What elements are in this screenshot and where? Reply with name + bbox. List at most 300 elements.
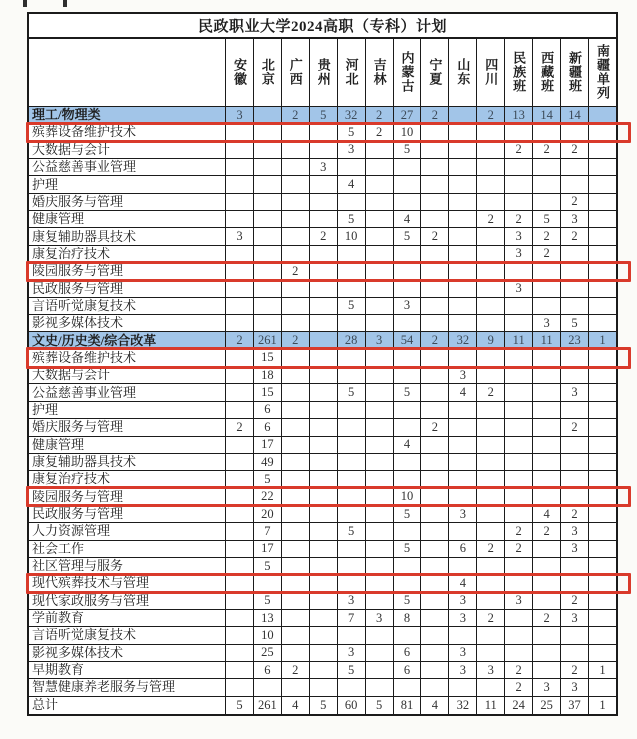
plan-count-cell (366, 489, 394, 505)
plan-count-cell (282, 627, 310, 643)
plan-count-cell (310, 489, 338, 505)
row-label: 护理 (29, 402, 226, 418)
plan-count-cell (533, 350, 561, 366)
plan-count-cell (449, 176, 477, 192)
major-row (29, 662, 616, 679)
plan-count-cell (505, 176, 533, 192)
column-header-label: 山东 (455, 58, 471, 87)
plan-count-cell (477, 645, 505, 661)
plan-count-cell (561, 263, 589, 279)
plan-count-cell (477, 350, 505, 366)
plan-count-cell (282, 228, 310, 244)
plan-count-cell: 3 (449, 506, 477, 522)
plan-count-cell: 3 (394, 298, 422, 314)
plan-count-cell: 2 (533, 523, 561, 539)
plan-count-cell (449, 159, 477, 175)
plan-count-cell (282, 437, 310, 453)
plan-count-cell (477, 142, 505, 158)
plan-count-cell: 18 (254, 367, 282, 383)
plan-count-cell (421, 645, 449, 661)
plan-count-cell (310, 454, 338, 470)
plan-count-cell (226, 176, 254, 192)
column-header-label: 西藏班 (539, 51, 555, 94)
row-label: 康复辅助器具技术 (29, 228, 226, 244)
plan-count-cell: 17 (254, 437, 282, 453)
plan-count-cell (226, 298, 254, 314)
plan-count-cell (421, 246, 449, 262)
plan-count-cell (226, 350, 254, 366)
plan-count-cell (589, 558, 616, 574)
plan-count-cell (282, 124, 310, 140)
plan-count-cell (226, 454, 254, 470)
plan-count-cell (561, 454, 589, 470)
plan-count-cell (421, 593, 449, 609)
plan-count-cell: 15 (254, 350, 282, 366)
row-label: 民政服务与管理 (29, 280, 226, 296)
plan-count-cell (310, 593, 338, 609)
major-row (29, 228, 616, 245)
plan-count-cell (282, 506, 310, 522)
plan-count-cell: 2 (533, 228, 561, 244)
major-row (29, 454, 616, 471)
plan-count-cell (282, 142, 310, 158)
plan-count-cell (226, 558, 254, 574)
plan-count-cell: 4 (449, 384, 477, 400)
plan-count-cell (226, 679, 254, 695)
plan-count-cell (477, 437, 505, 453)
plan-count-cell (589, 159, 616, 175)
plan-count-cell: 11 (533, 332, 561, 348)
plan-count-cell (366, 506, 394, 522)
plan-count-cell (477, 367, 505, 383)
plan-count-cell (533, 558, 561, 574)
plan-count-cell (394, 558, 422, 574)
plan-count-cell (338, 627, 366, 643)
plan-count-cell (421, 506, 449, 522)
plan-count-cell (310, 263, 338, 279)
major-row (29, 645, 616, 662)
plan-count-cell: 3 (561, 211, 589, 227)
plan-count-cell (421, 471, 449, 487)
plan-count-cell: 3 (505, 593, 533, 609)
plan-count-cell (589, 194, 616, 210)
major-row (29, 419, 616, 436)
plan-count-cell (477, 298, 505, 314)
plan-count-cell (282, 159, 310, 175)
plan-count-cell: 4 (282, 697, 310, 714)
plan-count-cell (282, 367, 310, 383)
plan-count-cell (477, 627, 505, 643)
plan-count-cell (561, 471, 589, 487)
plan-count-cell (226, 506, 254, 522)
plan-count-cell (505, 645, 533, 661)
highlighted-major-row (29, 350, 616, 367)
row-label: 文史/历史类/综合改革 (29, 332, 226, 348)
plan-count-cell: 4 (421, 697, 449, 714)
plan-count-cell (449, 298, 477, 314)
plan-count-cell (477, 679, 505, 695)
plan-count-cell (254, 280, 282, 296)
plan-count-cell: 5 (338, 298, 366, 314)
plan-count-cell (282, 454, 310, 470)
plan-count-cell (449, 489, 477, 505)
plan-count-cell (561, 437, 589, 453)
plan-count-cell (533, 575, 561, 591)
plan-count-cell: 6 (394, 662, 422, 678)
plan-count-cell (254, 194, 282, 210)
plan-count-cell (561, 124, 589, 140)
plan-count-cell (366, 662, 394, 678)
plan-count-cell: 2 (533, 142, 561, 158)
major-row (29, 367, 616, 384)
plan-count-cell: 14 (533, 107, 561, 123)
plan-count-cell (421, 437, 449, 453)
plan-count-cell (533, 645, 561, 661)
major-row (29, 384, 616, 401)
plan-count-cell (505, 437, 533, 453)
plan-count-cell: 2 (366, 107, 394, 123)
plan-count-cell (394, 419, 422, 435)
plan-count-cell (421, 176, 449, 192)
plan-count-cell (561, 645, 589, 661)
plan-count-cell (226, 662, 254, 678)
plan-count-cell (394, 159, 422, 175)
plan-count-cell (282, 350, 310, 366)
table-body (29, 107, 616, 714)
highlighted-major-row (29, 124, 616, 141)
plan-count-cell: 3 (561, 679, 589, 695)
plan-count-cell (226, 489, 254, 505)
plan-count-cell: 3 (561, 610, 589, 626)
plan-count-cell (338, 419, 366, 435)
column-header (561, 39, 589, 106)
plan-count-cell (226, 280, 254, 296)
plan-count-cell: 9 (477, 332, 505, 348)
plan-count-cell (477, 315, 505, 331)
plan-count-cell (366, 384, 394, 400)
plan-count-cell: 261 (254, 697, 282, 714)
major-row (29, 506, 616, 523)
column-header (226, 39, 254, 106)
row-label: 大数据与会计 (29, 142, 226, 158)
plan-count-cell (589, 350, 616, 366)
plan-count-cell (338, 367, 366, 383)
plan-count-cell (505, 489, 533, 505)
plan-count-cell (366, 367, 394, 383)
major-row (29, 593, 616, 610)
plan-count-cell: 3 (226, 107, 254, 123)
plan-count-cell: 5 (366, 697, 394, 714)
column-header-label: 广西 (287, 58, 303, 87)
plan-count-cell (282, 194, 310, 210)
plan-count-cell (366, 627, 394, 643)
plan-count-cell (533, 471, 561, 487)
plan-count-cell (421, 124, 449, 140)
plan-count-cell (589, 315, 616, 331)
plan-count-cell (449, 280, 477, 296)
row-label: 公益慈善事业管理 (29, 159, 226, 175)
plan-count-cell: 2 (561, 228, 589, 244)
column-header (421, 39, 449, 106)
plan-count-cell (226, 384, 254, 400)
plan-count-cell: 2 (421, 332, 449, 348)
plan-count-cell: 2 (505, 662, 533, 678)
plan-count-cell (449, 471, 477, 487)
major-row (29, 280, 616, 297)
plan-count-cell (310, 142, 338, 158)
plan-count-cell (338, 471, 366, 487)
plan-count-cell (449, 402, 477, 418)
plan-count-cell (254, 679, 282, 695)
plan-count-cell: 2 (477, 610, 505, 626)
plan-count-cell (282, 593, 310, 609)
plan-count-cell (282, 645, 310, 661)
plan-count-cell (589, 679, 616, 695)
plan-count-cell (533, 662, 561, 678)
plan-count-cell (282, 176, 310, 192)
plan-count-cell (421, 384, 449, 400)
column-header-label: 民族班 (511, 51, 527, 94)
plan-count-cell (366, 159, 394, 175)
plan-count-cell: 32 (338, 107, 366, 123)
plan-count-cell (394, 627, 422, 643)
plan-count-cell: 2 (477, 211, 505, 227)
plan-count-cell (449, 124, 477, 140)
plan-count-cell (394, 367, 422, 383)
plan-count-cell (338, 280, 366, 296)
plan-count-cell: 60 (338, 697, 366, 714)
plan-count-cell: 10 (338, 228, 366, 244)
plan-count-cell (589, 402, 616, 418)
plan-count-cell (533, 263, 561, 279)
plan-count-cell (254, 142, 282, 158)
plan-count-cell (338, 263, 366, 279)
plan-count-cell (589, 419, 616, 435)
plan-count-cell (366, 575, 394, 591)
plan-count-cell (282, 246, 310, 262)
plan-count-cell (310, 384, 338, 400)
plan-count-cell (421, 627, 449, 643)
plan-count-cell (310, 575, 338, 591)
major-row (29, 194, 616, 211)
plan-count-cell (533, 419, 561, 435)
plan-count-cell (589, 298, 616, 314)
column-header-label: 河北 (343, 58, 359, 87)
plan-count-cell: 3 (338, 645, 366, 661)
plan-count-cell: 3 (449, 593, 477, 609)
plan-count-cell (282, 558, 310, 574)
plan-count-cell (282, 419, 310, 435)
plan-count-cell: 2 (477, 384, 505, 400)
plan-count-cell (477, 523, 505, 539)
plan-count-cell (533, 124, 561, 140)
plan-count-cell: 32 (449, 697, 477, 714)
plan-count-cell (421, 298, 449, 314)
plan-count-cell (338, 437, 366, 453)
plan-count-cell: 5 (338, 384, 366, 400)
plan-count-cell (421, 523, 449, 539)
plan-count-cell: 4 (394, 211, 422, 227)
plan-count-cell (310, 679, 338, 695)
plan-count-cell: 3 (561, 523, 589, 539)
plan-count-cell: 15 (254, 384, 282, 400)
plan-count-cell (449, 263, 477, 279)
plan-count-cell: 2 (505, 211, 533, 227)
plan-count-cell (421, 489, 449, 505)
column-header (366, 39, 394, 106)
plan-count-cell (533, 194, 561, 210)
plan-count-cell: 5 (254, 471, 282, 487)
plan-count-cell (561, 575, 589, 591)
plan-count-cell (338, 575, 366, 591)
plan-count-cell: 5 (394, 593, 422, 609)
plan-count-cell (338, 194, 366, 210)
plan-count-cell: 25 (533, 697, 561, 714)
row-label: 殡葬设备维护技术 (29, 124, 226, 140)
plan-count-cell (477, 471, 505, 487)
plan-count-cell (505, 350, 533, 366)
plan-count-cell (449, 437, 477, 453)
plan-count-cell (338, 454, 366, 470)
plan-count-cell (310, 211, 338, 227)
plan-count-cell (366, 246, 394, 262)
highlighted-major-row (29, 263, 616, 280)
plan-count-cell (338, 506, 366, 522)
row-label: 现代家政服务与管理 (29, 593, 226, 609)
plan-count-cell (589, 142, 616, 158)
plan-count-cell (589, 228, 616, 244)
plan-count-cell: 11 (477, 697, 505, 714)
plan-count-cell (254, 107, 282, 123)
plan-count-cell (310, 402, 338, 418)
plan-count-cell (589, 124, 616, 140)
plan-count-cell: 22 (254, 489, 282, 505)
row-label: 殡葬设备维护技术 (29, 350, 226, 366)
plan-count-cell (589, 280, 616, 296)
plan-count-cell (561, 280, 589, 296)
plan-count-cell: 2 (282, 107, 310, 123)
plan-count-cell (254, 228, 282, 244)
plan-count-cell (282, 298, 310, 314)
plan-count-cell (505, 558, 533, 574)
plan-count-cell (589, 471, 616, 487)
scan-crop-mark (23, 0, 27, 7)
plan-count-cell: 2 (505, 142, 533, 158)
plan-count-cell (589, 523, 616, 539)
plan-count-cell (226, 367, 254, 383)
plan-count-cell: 5 (226, 697, 254, 714)
plan-count-cell (310, 506, 338, 522)
plan-count-cell (310, 523, 338, 539)
plan-count-cell (366, 350, 394, 366)
plan-count-cell: 5 (310, 107, 338, 123)
plan-count-cell (338, 402, 366, 418)
plan-count-cell (449, 454, 477, 470)
plan-count-cell (505, 419, 533, 435)
column-header (505, 39, 533, 106)
plan-count-cell (561, 558, 589, 574)
plan-count-cell: 6 (254, 662, 282, 678)
plan-count-cell (282, 280, 310, 296)
plan-count-cell: 2 (561, 194, 589, 210)
plan-count-cell: 20 (254, 506, 282, 522)
plan-count-cell: 3 (366, 332, 394, 348)
plan-count-cell (310, 558, 338, 574)
plan-count-cell (561, 176, 589, 192)
plan-count-cell (366, 419, 394, 435)
major-row (29, 211, 616, 228)
plan-count-cell (310, 610, 338, 626)
plan-count-cell: 37 (561, 697, 589, 714)
plan-count-cell: 8 (394, 610, 422, 626)
plan-count-cell: 14 (561, 107, 589, 123)
plan-count-cell (338, 679, 366, 695)
plan-count-cell (505, 263, 533, 279)
plan-count-cell (254, 246, 282, 262)
plan-count-cell (310, 246, 338, 262)
plan-count-cell (477, 402, 505, 418)
plan-count-cell (533, 159, 561, 175)
row-label: 婚庆服务与管理 (29, 419, 226, 435)
plan-count-cell (310, 419, 338, 435)
plan-count-cell: 2 (505, 679, 533, 695)
row-label: 言语听觉康复技术 (29, 627, 226, 643)
plan-count-cell (421, 679, 449, 695)
plan-count-cell: 10 (394, 489, 422, 505)
plan-count-cell (254, 211, 282, 227)
plan-count-cell (366, 645, 394, 661)
plan-count-cell: 6 (394, 645, 422, 661)
row-label: 总计 (29, 697, 226, 714)
plan-count-cell: 2 (421, 228, 449, 244)
plan-count-cell (561, 489, 589, 505)
plan-count-cell (421, 367, 449, 383)
plan-count-cell (477, 489, 505, 505)
column-header-row (29, 39, 616, 107)
plan-count-cell: 3 (338, 593, 366, 609)
plan-count-cell: 3 (533, 679, 561, 695)
plan-count-cell (477, 124, 505, 140)
plan-count-cell (589, 246, 616, 262)
column-header-label: 四川 (483, 58, 499, 87)
plan-count-cell (589, 575, 616, 591)
plan-count-cell: 2 (421, 107, 449, 123)
plan-count-cell (421, 558, 449, 574)
plan-count-cell (505, 159, 533, 175)
plan-count-cell (561, 350, 589, 366)
plan-count-cell: 32 (449, 332, 477, 348)
column-header (254, 39, 282, 106)
plan-count-cell (505, 384, 533, 400)
plan-count-cell: 25 (254, 645, 282, 661)
plan-count-cell (366, 541, 394, 557)
plan-count-cell: 23 (561, 332, 589, 348)
plan-count-cell (226, 523, 254, 539)
plan-count-cell (226, 593, 254, 609)
plan-count-cell: 5 (394, 506, 422, 522)
plan-count-cell (449, 194, 477, 210)
plan-count-cell (561, 367, 589, 383)
plan-count-cell (282, 402, 310, 418)
plan-count-cell (589, 627, 616, 643)
plan-count-cell (310, 627, 338, 643)
plan-count-cell (394, 471, 422, 487)
plan-count-cell: 261 (254, 332, 282, 348)
row-label: 大数据与会计 (29, 367, 226, 383)
row-label: 健康管理 (29, 211, 226, 227)
plan-count-cell: 2 (477, 541, 505, 557)
plan-count-cell (254, 298, 282, 314)
